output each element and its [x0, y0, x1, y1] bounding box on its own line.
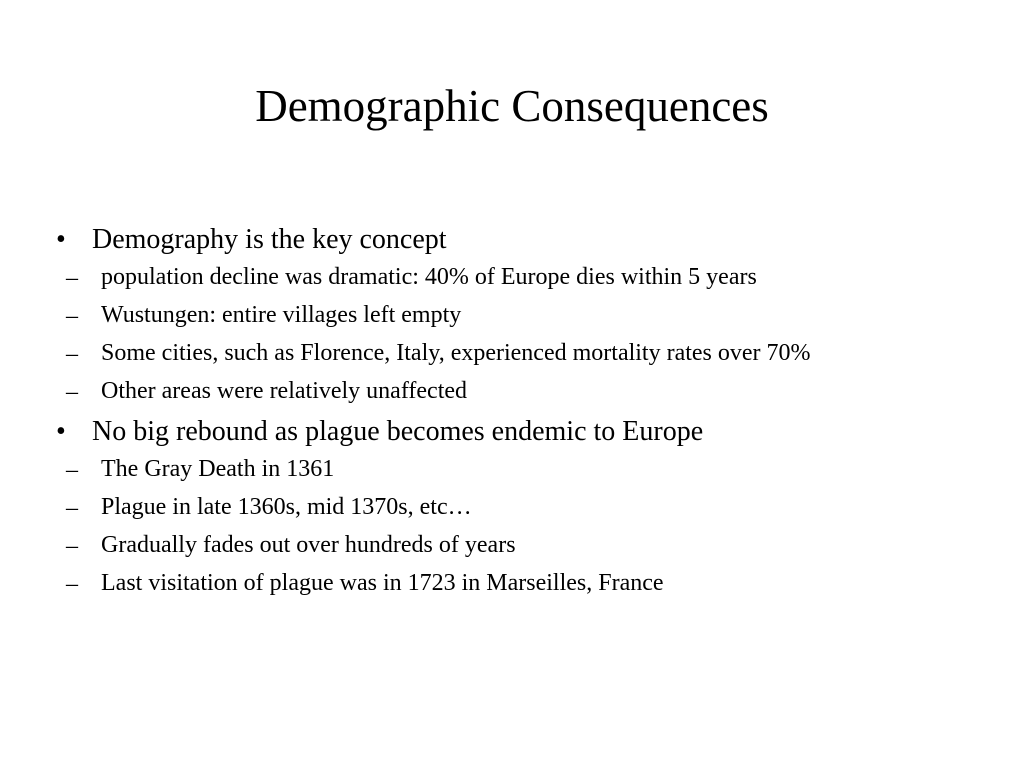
sub-bullet-marker: –: [66, 341, 78, 367]
sub-bullet-text: Some cities, such as Florence, Italy, experienced mortality rates over 70%: [101, 340, 811, 366]
sub-bullet-item: [56, 262, 956, 293]
bullet-text: Demography is the key concept: [92, 224, 447, 255]
sub-bullet-text: Other areas were relatively unaffected: [101, 378, 468, 404]
sub-bullet-marker: –: [66, 303, 78, 329]
sub-bullet-item: [56, 568, 956, 599]
sub-bullet-marker: –: [66, 495, 78, 521]
sub-bullet-item: [56, 492, 956, 523]
bullet-text: No big rebound as plague becomes endemic to Europe: [92, 416, 704, 447]
sub-bullet-item: [56, 376, 956, 407]
sub-bullet-text: population decline was dramatic: 40% of Europe dies within 5 years: [101, 264, 757, 290]
sub-bullet-item: [56, 454, 956, 485]
sub-bullet-item: [56, 530, 956, 561]
sub-bullet-list: [56, 262, 956, 407]
sub-bullet-text: Plague in late 1360s, mid 1370s, etc…: [101, 494, 472, 520]
sub-bullet-marker: –: [66, 571, 78, 597]
sub-bullet-marker: –: [66, 379, 78, 405]
bullet-item: [56, 222, 956, 258]
sub-bullet-item: [56, 300, 956, 331]
sub-bullet-marker: –: [66, 265, 78, 291]
slide-title: Demographic Consequences: [255, 81, 769, 131]
sub-bullet-text: Gradually fades out over hundreds of years: [101, 532, 516, 558]
sub-bullet-marker: –: [66, 533, 78, 559]
sub-bullet-list: [56, 454, 956, 599]
sub-bullet-text: Last visitation of plague was in 1723 in Marseilles, France: [101, 570, 664, 596]
sub-bullet-text: Wustungen: entire villages left empty: [101, 302, 462, 328]
bullet-marker: •: [56, 416, 66, 447]
sub-bullet-marker: –: [66, 457, 78, 483]
bullet-item: [56, 414, 956, 450]
bullet-marker: •: [56, 224, 66, 255]
sub-bullet-text: The Gray Death in 1361: [101, 456, 335, 482]
slide-body: [56, 222, 956, 606]
sub-bullet-item: [56, 338, 956, 369]
